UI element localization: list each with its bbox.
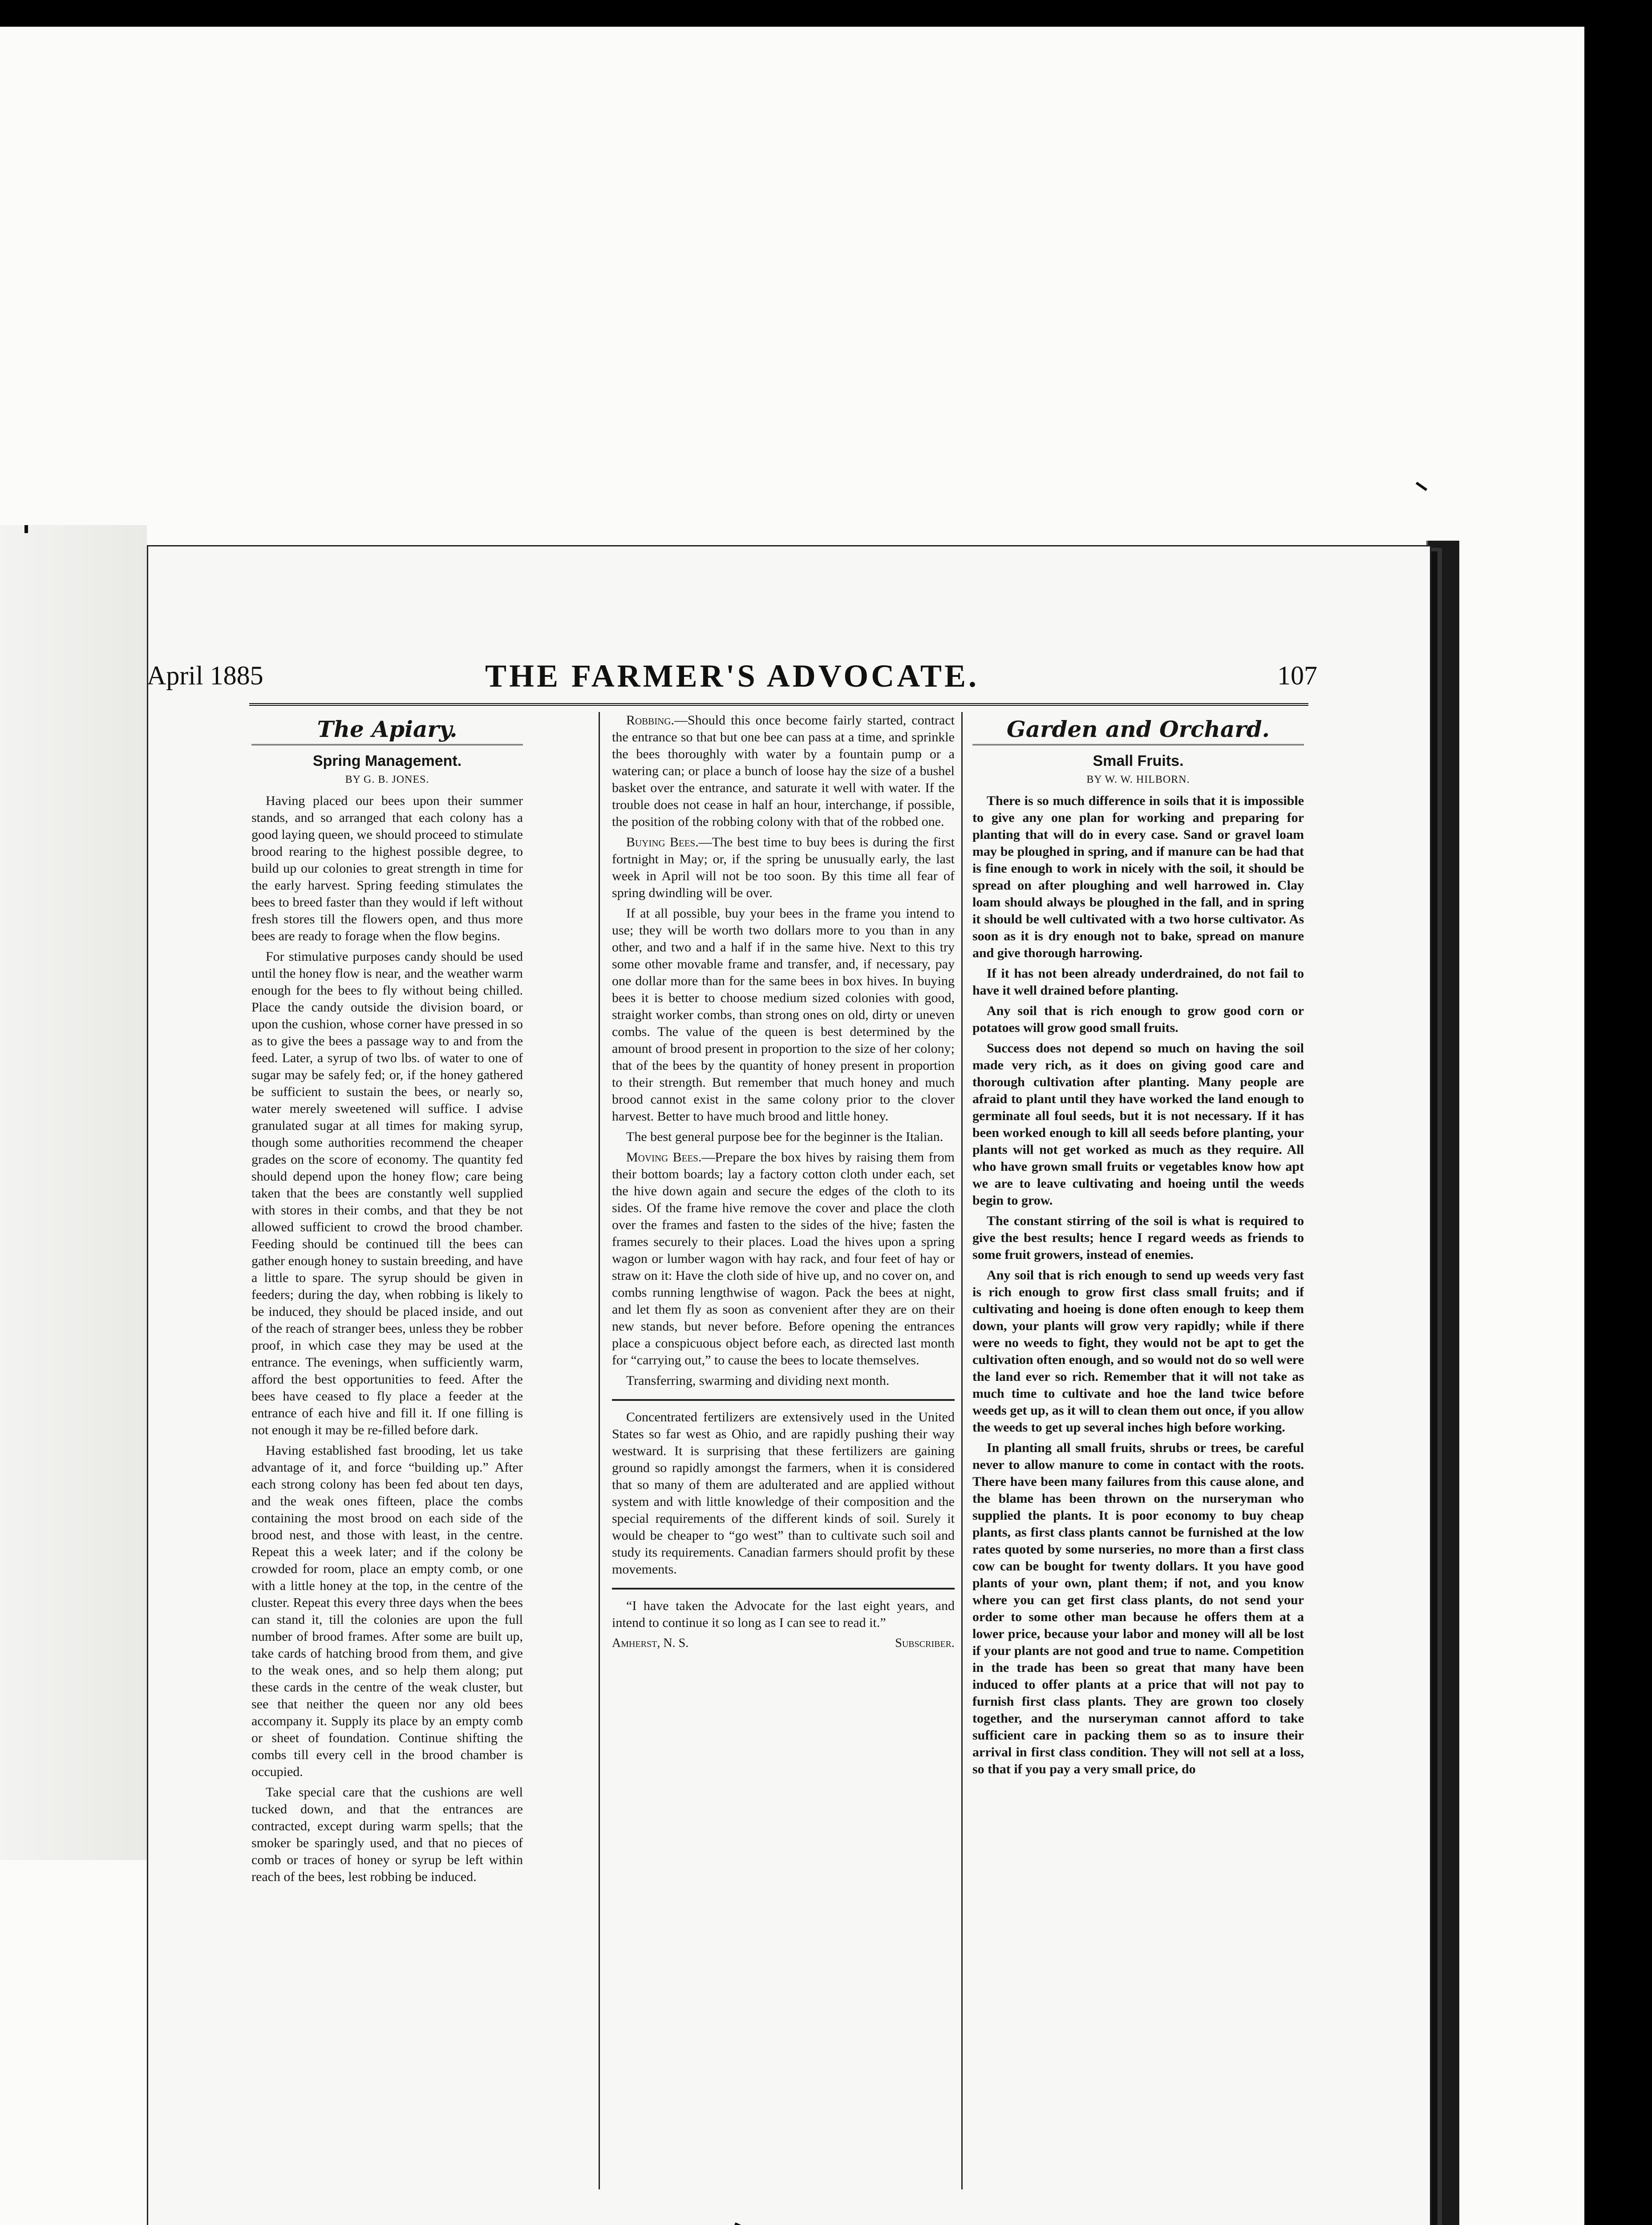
paragraph: In planting all small fruits, shrubs or trees, be careful never to allow manure to come in contact with the roots. There have been many failures from this cause alone, and the blame has been thrown on the nurseryman who supplied the plants. It is poor economy to buy cheap plants, as first class plants cannot be furnished at the low rates quoted by some nurseries, no more than a first class cow can be bought for twenty dollars. It you have good plants of your own, plant them; if not, and you know where you can get first class plants, do not send your order to some other man because he offers them at a lower price, because your labor and money will all be lost if your plants are not good and true to name. Competition in the trade has been so great that many have been induced to offer plants at a price that will not pay to furnish first class plants. They are grown too closely together, and the nurseryman cannot afford to take sufficient care in packing them so as to insure their arrival in first class condition. They will not sell at a loss, so that if you pay a very small price, do — [972, 1440, 1304, 1776]
signature-name: Subscriber. — [895, 1636, 955, 1650]
paragraph: The best general purpose bee for the beginner is the Italian. — [626, 1129, 943, 1144]
column-garden-orchard — [972, 712, 1304, 2185]
paragraph: Concentrated fertilizers are extensively used in the United States so far west as Ohio, and are rapidly pushing their way westward. It is surprising that these fertilizers are gaining ground so rapidly amongst the farmers, when it is considered that so many of them are adulterated and are applied without system and with little knowledge of their composition and the special requirements of the different kinds of soil. Surely it would be cheaper to “go west” than to cultivate such soil and study its requirements. Canadian farmers should profit by these movements. — [612, 1410, 955, 1577]
page-header — [147, 658, 1317, 694]
issue-date: April 1885 — [147, 661, 263, 690]
section-separator — [612, 1399, 955, 1401]
run-in-heading: Moving Bees. — [626, 1150, 702, 1165]
letter-signature — [612, 1635, 955, 1652]
paragraph: Any soil that is rich enough to grow good corn or potatoes will grow good small fruits. — [972, 1003, 1304, 1035]
paragraph: Having established fast brooding, let us take advantage of it, and force “building up.” After each strong colony has been fed about ten days, and the weak ones fifteen, place the combs containing the most brood on each side of the brood nest, and those with least, in the centre. Repeat this a week later; and if the colony be crowded for room, place an empty comb, or one with a little honey at the top, in the centre of the cluster. Repeat this every three days when the bees can stand it, till the colonies are upon the full number of brood frames. After some are built up, take cards of hatching brood from them, and give to the weak ones, and so help them along; put these cards in the centre of the weak cluster, but see that neither the queen nor any old bees accompany it. Supply its place by an empty comb or sheet of foundation. Continue shifting the combs till every cell in the brood chamber is occupied. — [251, 1443, 523, 1779]
department-heading: Garden and Orchard. — [972, 721, 1304, 745]
paragraph — [612, 712, 955, 830]
paragraph: Transferring, swarming and dividing next month. — [626, 1373, 890, 1388]
letter-quote: “I have taken the Advocate for the last eight years, and intend to continue it so long as I can see to read it.” — [612, 1598, 955, 1630]
paragraph-text: —Prepare the box hives by raising them from their bottom boards; lay a factory cotton cloth under each, set the hive down again and secure the edges of the cloth to its sides. Of the frame hive remove the cover and place the cloth over the frames and fasten to the sides of the hive; fasten the frames securely to their places. Load the hives upon a spring wagon or lumber wagon with hay rack, and four feet of hay or straw on it: Have the cloth side of hive up, and no cover on, and combs running lengthwise of wagon. Pack the bees at night, and let them fly as soon as convenient after they are on their new stands, but never before. Before opening the entrances place a conspicuous object before each, as directed last month for “carrying out,” to cause the bees to locate themselves. — [612, 1150, 955, 1367]
paragraph: Take special care that the cushions are well tucked down, and that the entrances are contracted, except during warm spells; that the smoker be sparingly used, and that no pieces of comb or traces of honey or syrup be left within reach of the bees, lest robbing be induced. — [251, 1785, 523, 1884]
article-title: Spring Management. — [312, 752, 462, 769]
paragraph-text: —Should this once become fairly started, contract the entrance so that but one bee can pass at a time, and sprinkle the bees thoroughly with water by a fountain pump or a watering can; or place a bunch of loose hay the size of a bushel basket over the entrance, and saturate it well with water. If the trouble does not cease in half an hour, interchange, if possible, the position of the robbing colony with that of the robbed one. — [612, 713, 955, 829]
article-byline: BY G. B. JONES. — [345, 774, 429, 785]
paragraph: Success does not depend so much on having the soil made very rich, as it does on giving good care and thorough cultivation after planting. Many people are afraid to plant until they have worked the land enough to germinate all foul seeds, but it is not necessary. If it has been worked enough to kill all seeds before planting, your plants will not get worked as much as they require. All who have grown small fruits or vegetables know how apt we are to leave cultivating and hoeing until the weeds begin to grow. — [972, 1041, 1304, 1208]
paragraph — [612, 1149, 955, 1369]
paragraph: The constant stirring of the soil is what is required to give the best results; hence I regard weeds as friends to some fruit growers, instead of enemies. — [972, 1214, 1304, 1262]
column-rule — [599, 712, 600, 2189]
department-heading: The Apiary. — [251, 721, 523, 745]
paragraph: Having placed our bees upon their summer stands, and so arranged that each colony has a good laying queen, we should proceed to stimulate brood rearing to the highest possible degree, to build up our colonies to great strength in time for the early harvest. Spring feeding stimulates the bees to breed faster than they would if left without fresh stores till the flowers open, and thus more bees are ready to forage when the flow begins. — [251, 793, 523, 943]
run-in-heading: Buying Bees. — [626, 835, 699, 850]
newspaper-title: THE FARMER'S ADVOCATE. — [485, 658, 979, 694]
scan-speck — [24, 525, 28, 533]
column-rule — [961, 712, 963, 2189]
book-page-edge — [1426, 541, 1459, 2225]
paragraph: For stimulative purposes candy should be used until the honey flow is near, and the weather warm enough for the bees to fly without being chilled. Place the candy outside the division board, or upon the cushion, whose corner have pressed in so as to give the bees a passage way to and from the feed. Later, a syrup of two lbs. of water to one of sugar may be safely fed; or, if the honey gathered be sufficient to sustain the bees, or nearly so, water merely sweetened will suffice. I advise granulated sugar at all times for making syrup, though some authorities recommend the cheaper grades on the score of economy. The quantity fed should depend upon the honey flow; care being taken that the bees are constantly well supplied with stores in their combs, and that they be not allowed sufficient to crowd the brood chamber. Feeding should be continued till the bees can gather enough honey to sustain breeding, and have a little to spare. The syrup should be given in feeders; during the day, when robbing is likely to be induced, they should be placed inside, and out of the reach of stranger bees, unless they be robber proof, in which case they may be used at the entrance. The evenings, when sufficiently warm, afford the best opportunities to feed. After the bees have ceased to fly place a feeder at the entrance of each hive and fill it. If one filling is not enough it may be re-filled before dark. — [251, 949, 523, 1437]
paragraph: If at all possible, buy your bees in the frame you intend to use; they will be worth two dollars more to you than in any other, and two and a half if in the same hive. Next to this try some other movable frame and transfer, and, if necessary, pay one dollar more than for the same bees in box hives. In buying bees it is better to choose medium sized colonies with good, straight worker combs, than strong ones on old, dirty or uneven combs. The value of the queen is best determined by the amount of brood present in proportion to the size of her colony; that of the bees by the quantity of honey present in proportion to their strength. But remember that much honey and much brood cannot exist in the same colony prior to the clover harvest. Better to have much brood and little honey. — [612, 906, 955, 1124]
page-number: 107 — [1277, 661, 1317, 690]
signature-place: Amherst, N. S. — [612, 1636, 689, 1650]
section-separator — [612, 1588, 955, 1590]
paragraph — [612, 834, 955, 902]
paragraph: Any soil that is rich enough to send up weeds very fast is rich enough to grow first class small fruits; and if cultivating and hoeing is done often enough to keep them down, your plants will grow very rapidly; while if there were no weeds to fight, they would not be apt to get the cultivation often enough, and so would not do so well were the land ever so rich. Remember that it will not take as much time to cultivate and hoe the land twice before weeds get up, as it will to clean them out once, if you allow the weeds to get up several inches high before working. — [972, 1268, 1304, 1435]
run-in-heading: Robbing. — [626, 713, 675, 728]
column-apiary-continued — [612, 712, 955, 2185]
paragraph-text: —The best time to buy bees is during the first fortnight in May; or, if the spring be unusually early, the last week in April will not be too soon. By this time all fear of spring dwindling will be over. — [612, 835, 955, 900]
header-rule — [249, 703, 1308, 706]
paragraph: If it has not been already underdrained, do not fail to have it well drained before planting. — [972, 966, 1304, 998]
article-byline: BY W. W. HILBORN. — [1086, 774, 1190, 785]
previous-page-edge — [0, 525, 147, 1860]
column-apiary — [251, 712, 523, 2136]
paragraph: There is so much difference in soils that it is impossible to give any one plan for working and preparing for planting that will do in every case. Sand or gravel loam may be ploughed in spring, and if manure can be had that is fine enough to work in nicely with the soil, it should be spread on after ploughing and well harrowed in. Clay loam should always be ploughed in the fall, and in spring it should be well cultivated with a two horse cultivator. As soon as it is dry enough not to bake, spread on manure and give thorough harrowing. — [972, 793, 1304, 960]
article-title: Small Fruits. — [1093, 752, 1184, 769]
